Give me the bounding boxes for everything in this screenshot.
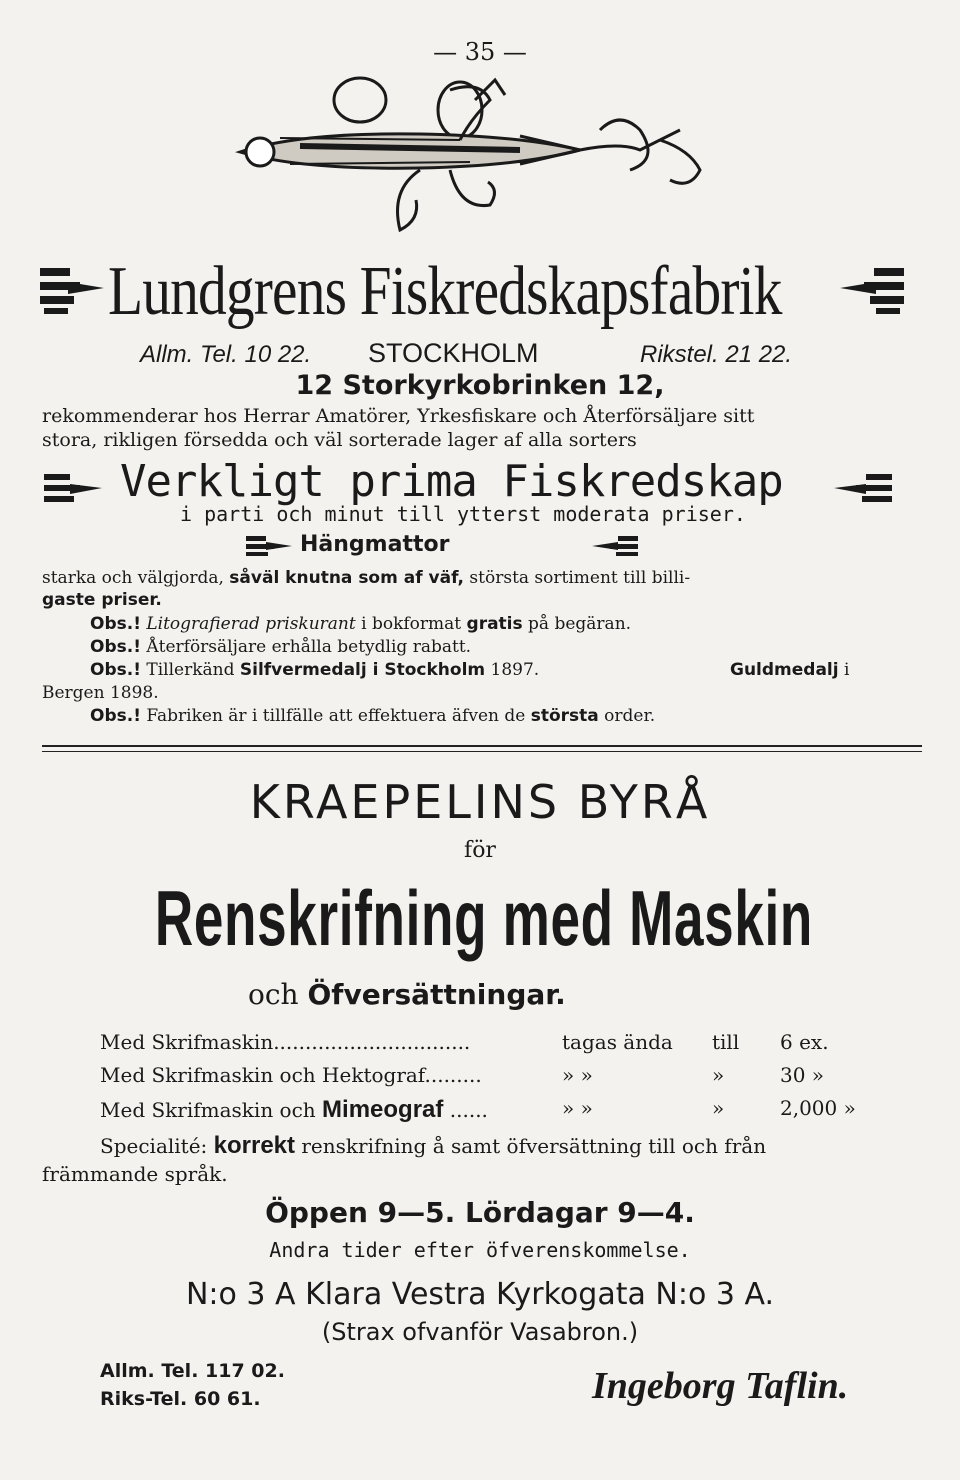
obs-line-3: Obs.! Tillerkänd Silfvermedalj i Stockholm 1897. Guldmedalj i (90, 660, 850, 680)
other-times: Andra tider efter öfverenskommelse. (269, 1238, 691, 1262)
headline: Verkligt prima Fiskredskap (120, 456, 783, 507)
pointing-hand-icon (244, 534, 294, 562)
city-name: STOCKHOLM (368, 338, 539, 368)
bureau-tel-allm: Allm. Tel. 117 02. (100, 1360, 285, 1382)
fishing-lure-icon (220, 70, 720, 254)
bureau-address: N:o 3 A Klara Vestra Kyrkogata N:o 3 A. (185, 1277, 774, 1312)
service-title: Renskrifning med Maskin (154, 874, 814, 962)
pointing-hand-icon (42, 470, 104, 514)
obs-line-1: Obs.! Litografierad priskurant i bokformat gratis på begäran. (90, 614, 632, 634)
advertisement-page: — 35 — Lundgrens Fiskredskapsfabrik Allm. Tel. 10 22. STOCKHOLM Rikstel. 21 22. 12 Storkyrkobrinken 12, rekommenderar hos Herrar Amatörer, Yrkesfiskare och Återförsäljare sitt stora, rikligen försedda och väl sorterade lager af alla sorters Verkligt prima Fiskredskap i parti och minut till ytterst moderata priser. Hängmattor starka och välgjorda, såväl knutna som af väf, största sortiment till billi- gaste priser. Obs.! Litografierad priskurant i bokformat gratis på begäran. Obs.! Återförsäljare erhålla betydlig rabatt. Obs.! Tillerkänd Silfvermedalj i Stockholm 1897. Guldmedalj i Bergen 1898. Obs.! Fabriken är i tillfälle att effektuera äfven de största order. KRAEPELINS BYRÅ för Renskrifning med Maskin och Öfversättningar. Med Skrifmaskin............................... tagas ända till 6 ex. Med Skrifmaskin och Hektograf......... » » » 30 » Med Skrifmaskin och Mimeograf ...... » » » 2,000 » Specialité: korrekt renskrifning å samt öfversättning till och från främmande språk. Öppen 9—5. Lördagar 9—4. Andra tider efter öfverenskommelse. N:o 3 A Klara Vestra Kyrkogata N:o 3 A. (Strax ofvanför Vasabron.) Allm. Tel. 117 02. Riks-Tel. 60 61. Ingeborg Taflin. (0, 0, 960, 1480)
opening-hours: Öppen 9—5. Lördagar 9—4. (265, 1196, 695, 1229)
pointing-hand-icon (590, 534, 640, 562)
tel-allm: Allm. Tel. 10 22. (140, 341, 312, 368)
price-subline: i parti och minut till ytterst moderata priser. (180, 502, 746, 526)
pointing-hand-icon (832, 470, 894, 514)
company-title: Lundgrens Fiskredskapsfabrik (108, 253, 782, 330)
divider (42, 745, 922, 747)
page-number: — 35 — (433, 38, 527, 66)
obs-line-4: Obs.! Fabriken är i tillfälle att effektuera äfven de största order. (90, 706, 656, 726)
intro-line: rekommenderar hos Herrar Amatörer, Yrkesfiskare och Återförsäljare sitt (42, 405, 755, 427)
translation-line: och Öfversättningar. (248, 978, 566, 1011)
for-word: för (464, 838, 496, 863)
obs-line-2: Obs.! Återförsäljare erhålla betydlig rabatt. (90, 637, 472, 657)
intro-line: stora, rikligen försedda och väl sorterade lager af alla sorters (42, 429, 637, 451)
divider (42, 751, 922, 752)
hammock-line: starka och välgjorda, såväl knutna som af väf, största sortiment till billi- (42, 568, 691, 588)
bureau-tel-riks: Riks-Tel. 60 61. (100, 1388, 261, 1410)
street-address: 12 Storkyrkobrinken 12, (295, 370, 665, 401)
location-note: (Strax ofvanför Vasabron.) (321, 1318, 639, 1346)
bureau-title: KRAEPELINS BYRÅ (249, 775, 711, 829)
hammock-line-2: gaste priser. (42, 590, 162, 610)
obs-line-3b: Bergen 1898. (42, 683, 159, 703)
specialty-line-2: främmande språk. (42, 1162, 228, 1186)
specialty-line: Specialité: korrekt renskrifning å samt öfversättning till och från (100, 1132, 767, 1159)
tel-riks: Rikstel. 21 22. (640, 341, 793, 368)
hammock-heading: Hängmattor (300, 532, 450, 557)
signature: Ingeborg Taflin. (592, 1365, 849, 1407)
pointing-hand-icon (836, 262, 906, 326)
